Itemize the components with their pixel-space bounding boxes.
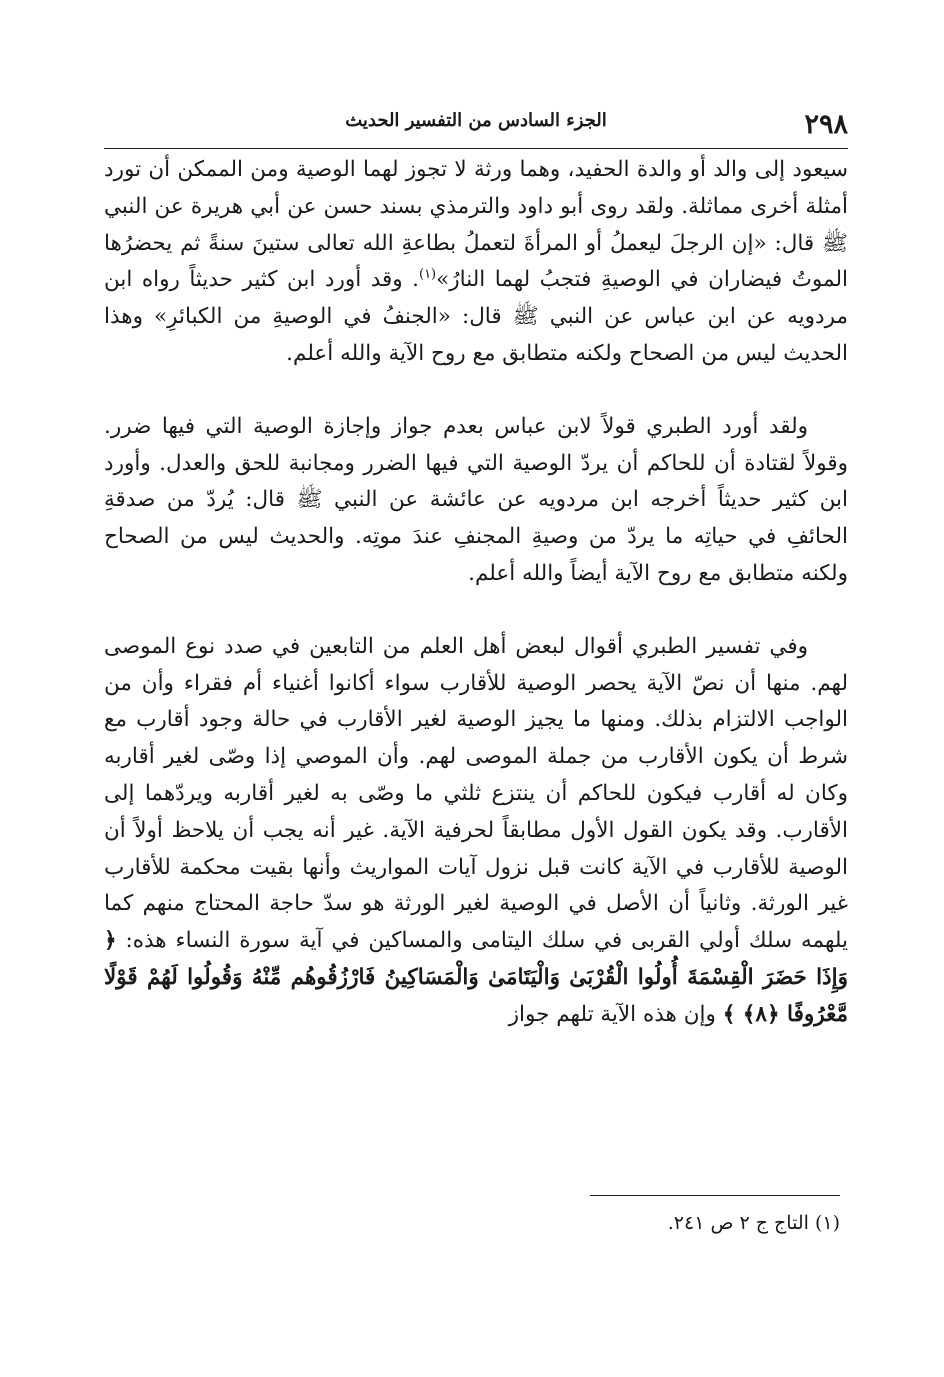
running-title: الجزء السادس من التفسير الحديث: [345, 110, 607, 131]
paragraph-2-text: ولقد أورد الطبري قولاً لابن عباس بعدم جواز وإجازة الوصية التي فيها ضرر. وقولاً لقتادة أن للحاكم أن يردّ الوصية التي فيها الضرر ومجانبة للحق والعدل. وأورد ابن كثير حديثاً أخرجه ابن مردويه عن عائشة عن النبي ﷺ قال: يُردّ من صدقةِ الحائفِ في حياتِه ما يردّ من وصيةِ المجنفِ عندَ موتِه. والحديث ليس من الصحاح ولكنه متطابق مع روح الآية أيضاً والله أعلم.: [104, 413, 848, 586]
paragraph-2: [104, 409, 848, 593]
quran-verse: ﴿ وَإِذَا حَضَرَ الْقِسْمَةَ أُولُوا الْقُرْبَىٰ وَالْيَتَامَىٰ وَالْمَسَاكِينُ فَارْزُقُوهُم مِّنْهُ وَقُولُوا لَهُمْ قَوْلًا مَّعْرُوفًا ﴿٨﴾ ﴾: [104, 928, 848, 1027]
footnote-separator: [590, 1195, 840, 1196]
main-text: [104, 152, 848, 1034]
paragraph-1-text: سيعود إلى والد أو والدة الحفيد، وهما ورثة لا تجوز لهما الوصية ومن الممكن أن تورد أمثلة أخرى مماثلة. ولقد روى أبو داود والترمذي بسند حسن عن أبي هريرة عن النبي ﷺ قال: «إن الرجلَ ليعملُ أو المرأةَ لتعملُ بطاعةِ الله تعالى ستينَ سنةً ثم يحضرُها الموتُ فيضاران في الوصيةِ فتجبُ لهما النارُ»: [104, 157, 848, 293]
paragraph-3-text: وفي تفسير الطبري أقوال لبعض أهل العلم من التابعين في صدد نوع الموصى لهم. منها أن نصّ الآية يحصر الوصية للأقارب سواء أكانوا أغنياء أم فقراء وأن من الواجب الالتزام بذلك. ومنها ما يجيز الوصية لغير الأقارب في حالة وجود أقارب مع شرط أن يكون الأقارب من جملة الموصى لهم. وأن الموصي إذا وصّى لغير أقاربه وكان له أقارب فيكون للحاكم أن ينتزع ثلثي ما وصّى به لغير أقاربه ويردّهما إلى الأقارب. وقد يكون القول الأول مطابقاً لحرفية الآية. غير أنه يجب أن يلاحظ أولاً أن الوصية للأقارب في الآية كانت قبل نزول آيات المواريث وأنها بقيت محكمة للأقارب غير الورثة. وثانياً أن الأصل في الوصية لغير الورثة هو سدّ حاجة المحتاج منهم كما يلهمه سلك أولي القربى في سلك اليتامى والمساكين في آية سورة النساء هذه:: [104, 633, 848, 954]
paragraph-1-continuation: . وقد أورد ابن كثير حديثاً رواه ابن مردويه عن ابن عباس عن النبي ﷺ قال: «الجنفُ في الوصيةِ من الكبائرِ» وهذا الحديث ليس من الصحاح ولكنه متطابق مع روح الآية والله أعلم.: [104, 267, 848, 366]
footnote: (١) التاج ج ٢ ص ٢٤١.: [667, 1212, 840, 1234]
paragraph-3: [104, 629, 848, 1034]
paragraph-1: [104, 152, 848, 373]
footnote-reference: (١): [418, 267, 437, 283]
page-number: ٢٩٨: [804, 109, 848, 140]
page-header: [104, 100, 848, 149]
paragraph-3-continuation: وإن هذه الآية تلهم جواز: [508, 1001, 716, 1027]
